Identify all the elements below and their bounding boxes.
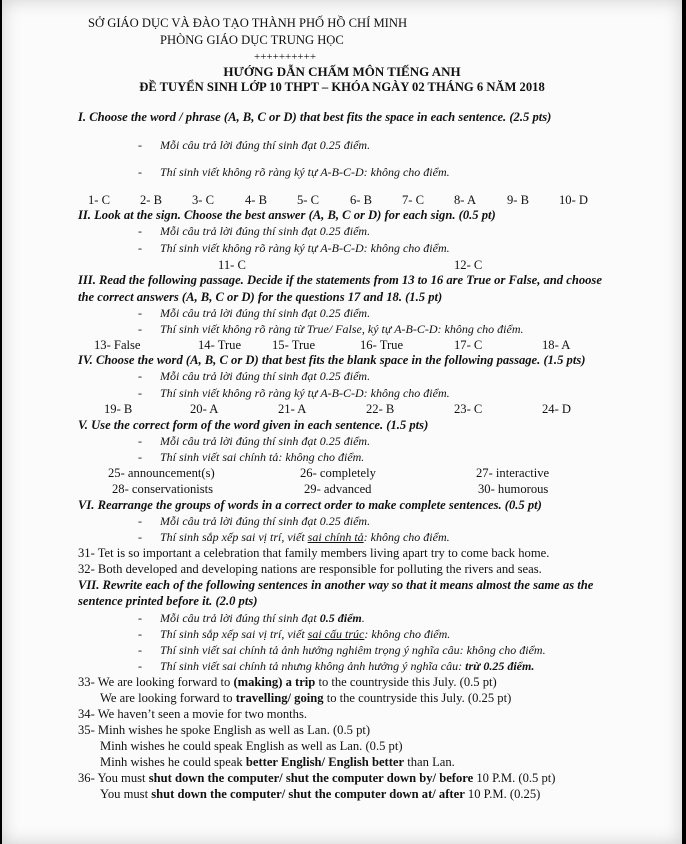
section-2-criterion-1: Mỗi câu trả lời đúng thí sinh đạt 0.25 điểm. bbox=[160, 224, 371, 238]
section-4-criterion-2: Thí sinh viết không rõ ràng ký tự A-B-C-D: không cho điểm. bbox=[160, 386, 450, 400]
answer-item: 7- C bbox=[402, 193, 425, 207]
section-2-criterion-2: Thí sinh viết không rõ ràng ký tự A-B-C-D: không cho điểm. bbox=[160, 241, 450, 255]
department-name: SỞ GIÁO DỤC VÀ ĐÀO TẠO THÀNH PHỐ HỒ CHÍ MINH bbox=[88, 16, 408, 30]
answer-35-line-3: Minh wishes he could speak better English/ English better than Lan. bbox=[100, 755, 455, 769]
answer-item: 16- True bbox=[360, 338, 404, 352]
bullet-dash: - bbox=[138, 434, 142, 448]
section-7-heading-line-1: VII. Rewrite each of the following sentences in another way so that it means almost the same as the bbox=[78, 578, 594, 592]
document-title: HƯỚNG DẪN CHẤM MÔN TIẾNG ANH bbox=[223, 64, 461, 79]
bullet-dash: - bbox=[138, 627, 142, 641]
section-6-criterion-1: Mỗi câu trả lời đúng thí sinh đạt 0.25 điểm. bbox=[160, 514, 371, 528]
section-5-criterion-2: Thí sinh viết sai chính tả: không cho điểm. bbox=[160, 450, 365, 464]
bullet-dash: - bbox=[138, 322, 142, 336]
answer-item: 19- B bbox=[104, 402, 133, 416]
document-subtitle: ĐỀ TUYỂN SINH LỚP 10 THPT – KHÓA NGÀY 02 THÁNG 6 NĂM 2018 bbox=[139, 80, 545, 94]
bullet-dash: - bbox=[138, 450, 142, 464]
bullet-dash: - bbox=[138, 659, 142, 673]
answer-item: 24- D bbox=[542, 402, 572, 416]
section-4-heading: IV. Choose the word (A, B, C or D) that best fits the blank space in the following passage. (1.5 pts) bbox=[78, 353, 586, 367]
section-1-answers bbox=[2, 193, 682, 208]
answer-item: 21- A bbox=[278, 402, 307, 416]
answer-32: 32- Both developed and developing nations are responsible for polluting the rivers and seas. bbox=[78, 562, 542, 576]
section-3-heading-line-2: the correct answers (A, B, C or D) for the questions 17 and 18. (1.5 pt) bbox=[78, 290, 443, 304]
answer-33-line-1: 33- We are looking forward to (making) a trip to the countryside this July. (0.5 pt) bbox=[78, 675, 497, 689]
bullet-dash: - bbox=[138, 138, 142, 152]
office-name: PHÒNG GIÁO DỤC TRUNG HỌC bbox=[160, 33, 344, 47]
answer-item: 13- False bbox=[94, 338, 141, 352]
section-5-criterion-1: Mỗi câu trả lời đúng thí sinh đạt 0.25 điểm. bbox=[160, 434, 371, 448]
answer-item: 10- D bbox=[559, 193, 589, 207]
answer-35-line-1: 35- Minh wishes he spoke English as well as Lan. (0.5 pt) bbox=[78, 723, 371, 737]
answer-33-line-2: We are looking forward to travelling/ going to the countryside this July. (0.25 pt) bbox=[100, 691, 512, 705]
answer-36-line-2: You must shut down the computer/ shut the computer down at/ after 10 P.M. (0.25) bbox=[100, 787, 541, 801]
answer-item: 30- humorous bbox=[478, 482, 549, 496]
answer-item: 15- True bbox=[272, 338, 316, 352]
header-separator: ++++++++++ bbox=[254, 51, 317, 63]
bullet-dash: - bbox=[138, 369, 142, 383]
answer-item: 29- advanced bbox=[304, 482, 372, 496]
answer-31: 31- Tet is so important a celebration that family members living apart try to come back home. bbox=[78, 546, 550, 560]
section-5-answers-row-2 bbox=[2, 482, 682, 497]
answer-item: 8- A bbox=[454, 193, 477, 207]
answer-35-line-2: Minh wishes he could speak English as well as Lan. (0.5 pt) bbox=[100, 739, 403, 753]
answer-item: 17- C bbox=[454, 338, 483, 352]
section-3-criterion-2: Thí sinh viết không rõ ràng từ True/ False, ký tự A-B-C-D: không cho điểm. bbox=[160, 322, 524, 336]
answer-item: 11- C bbox=[218, 258, 246, 272]
section-7-heading-line-2: sentence printed before it. (2.0 pts) bbox=[78, 594, 258, 608]
section-1-criterion-1: Mỗi câu trả lời đúng thí sinh đạt 0.25 điểm. bbox=[160, 138, 371, 152]
section-7-criterion-1: Mỗi câu trả lời đúng thí sinh đạt 0.5 điểm. bbox=[160, 611, 365, 625]
section-7-criterion-2: Thí sinh sắp xếp sai vị trí, viết sai cấu trúc: không cho điểm. bbox=[160, 627, 451, 641]
section-2-answers bbox=[2, 258, 682, 273]
section-1-criterion-2: Thí sinh viết không rõ ràng ký tự A-B-C-D: không cho điểm. bbox=[160, 165, 450, 179]
section-7-criterion-4: Thí sinh viết sai chính tả nhưng không ảnh hưởng ý nghĩa câu: trừ 0.25 điểm. bbox=[160, 659, 535, 673]
answer-item: 20- A bbox=[190, 402, 219, 416]
answer-item: 25- announcement(s) bbox=[108, 466, 215, 480]
answer-item: 18- A bbox=[542, 338, 571, 352]
answer-item: 26- completely bbox=[300, 466, 376, 480]
bullet-dash: - bbox=[138, 643, 142, 657]
section-1-heading: I. Choose the word / phrase (A, B, C or D) that best fits the space in each sentence. (2.5 pts) bbox=[78, 110, 552, 124]
answer-item: 22- B bbox=[366, 402, 395, 416]
answer-item: 23- C bbox=[454, 402, 483, 416]
answer-item: 9- B bbox=[507, 193, 530, 207]
section-6-criterion-2: Thí sinh sắp xếp sai vị trí, viết sai chính tả: không cho điểm. bbox=[160, 530, 450, 544]
section-5-answers-row-1 bbox=[2, 466, 682, 481]
section-4-criterion-1: Mỗi câu trả lời đúng thí sinh đạt 0.25 điểm. bbox=[160, 369, 371, 383]
bullet-dash: - bbox=[138, 530, 142, 544]
bullet-dash: - bbox=[138, 386, 142, 400]
section-6-heading: VI. Rearrange the groups of words in a correct order to make complete sentences. (0.5 pt) bbox=[78, 498, 542, 512]
section-4-answers bbox=[2, 402, 682, 417]
answer-item: 3- C bbox=[192, 193, 215, 207]
bullet-dash: - bbox=[138, 306, 142, 320]
bullet-dash: - bbox=[138, 611, 142, 625]
section-3-heading-line-1: III. Read the following passage. Decide if the statements from 13 to 16 are True or False, and choose bbox=[78, 273, 602, 287]
answer-item: 14- True bbox=[198, 338, 242, 352]
answer-item: 27- interactive bbox=[476, 466, 550, 480]
section-2-heading: II. Look at the sign. Choose the best answer (A, B, C or D) for each sign. (0.5 pt) bbox=[78, 208, 496, 222]
bullet-dash: - bbox=[138, 514, 142, 528]
answer-key-page bbox=[2, 0, 682, 844]
section-5-heading: V. Use the correct form of the word given in each sentence. (1.5 pts) bbox=[78, 418, 429, 432]
answer-item: 28- conservationists bbox=[112, 482, 214, 496]
section-3-answers bbox=[2, 338, 682, 353]
answer-item: 4- B bbox=[245, 193, 268, 207]
bullet-dash: - bbox=[138, 224, 142, 238]
answer-item: 12- C bbox=[454, 258, 483, 272]
answer-item: 1- C bbox=[88, 193, 111, 207]
bullet-dash: - bbox=[138, 165, 142, 179]
answer-item: 2- B bbox=[140, 193, 163, 207]
answer-34: 34- We haven’t seen a movie for two months. bbox=[78, 707, 308, 721]
answer-item: 5- C bbox=[297, 193, 320, 207]
section-3-criterion-1: Mỗi câu trả lời đúng thí sinh đạt 0.25 điểm. bbox=[160, 306, 371, 320]
section-7-criterion-3: Thí sinh viết sai chính tả ảnh hưởng nghiêm trọng ý nghĩa câu: không cho điểm. bbox=[160, 643, 546, 657]
answer-36-line-1: 36- You must shut down the computer/ shut the computer down by/ before 10 P.M. (0.5 pt) bbox=[78, 771, 556, 785]
answer-item: 6- B bbox=[350, 193, 373, 207]
bullet-dash: - bbox=[138, 241, 142, 255]
